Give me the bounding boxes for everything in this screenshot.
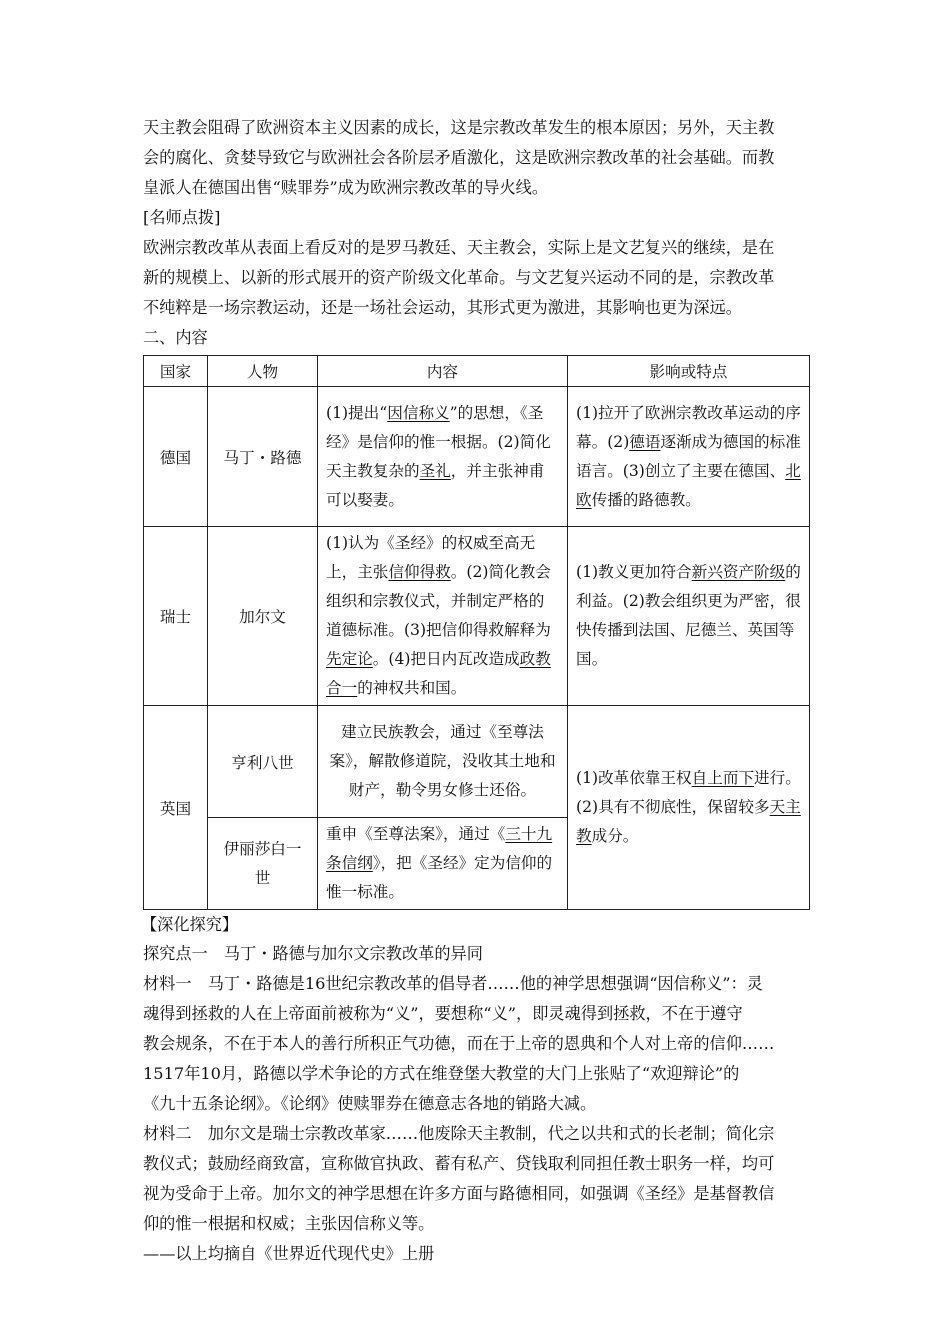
underlined-keyword: 新兴资产阶级 (691, 563, 786, 581)
header-content: 内容 (318, 356, 568, 387)
table-row-germany (144, 387, 810, 527)
content-cell-switzerland (318, 527, 568, 706)
country-switzerland: 瑞士 (144, 527, 208, 706)
text-run: 成分。 (591, 827, 639, 845)
text-run: 。(2)简化教会组织和宗教仪式，并制定严格的道德标准。(3)把信仰得救解释为 (326, 563, 551, 639)
underlined-keyword: 自上而下 (691, 769, 755, 787)
text-run: (1)拉开了欧洲宗教改革运动的序幕。(2) (576, 403, 801, 451)
text-run: 进行。(2)具有不彻底性，保留较多 (576, 769, 801, 816)
underlined-keyword: 圣礼 (419, 461, 451, 480)
underlined-keyword: 信仰得救 (388, 563, 451, 581)
material-1-line-5: 《九十五条论纲》。《论纲》使赎罪券在德意志各地的销路大减。 (143, 1094, 597, 1113)
person-henry: 亨利八世 (208, 706, 318, 818)
person-elizabeth: 伊丽莎白一世 (223, 839, 302, 887)
content-switzerland (318, 527, 567, 705)
impact-cell-switzerland (568, 527, 810, 706)
explore-point-1: 探究点一 马丁・路德与加尔文宗教改革的异同 (143, 944, 483, 963)
content-germany (318, 397, 567, 517)
text-run: (1)改革依靠王权 (576, 769, 692, 787)
material-2-line-1: 材料二 加尔文是瑞士宗教改革家……他废除天主教制，代之以共和式的长老制；简化宗 (143, 1124, 775, 1143)
underlined-keyword: 先定论 (326, 650, 373, 668)
text-run: 逐渐成为德国的标准语言。(3)创立了主要在德国、 (576, 432, 801, 480)
text-run: 。(4)把日内瓦改造成 (372, 650, 520, 668)
underlined-keyword: 因信称义 (387, 403, 450, 422)
underlined-keyword: 北欧 (576, 461, 801, 509)
material-2-line-3: 视为受命于上帝。加尔文的神学思想在许多方面与路德相同，如强调《圣经》是基督教信 (143, 1184, 775, 1203)
material-2-line-4: 仰的惟一根据和权威；主张因信称义等。 (143, 1214, 435, 1233)
tip-line-1: 欧洲宗教改革从表面上看反对的是罗马教廷、天主教会，实际上是文艺复兴的继续，是在 (143, 238, 775, 257)
person-luther: 马丁・路德 (208, 387, 318, 527)
underlined-keyword: 三十九条信纲 (326, 825, 553, 872)
tip-line-3: 不纯粹是一场宗教运动，还是一场社会运动，其形式更为激进，其影响也更为深远。 (143, 298, 742, 317)
country-england: 英国 (144, 706, 208, 910)
impact-cell-england (568, 706, 810, 910)
intro-line-1: 天主教会阻碍了欧洲资本主义因素的成长，这是宗教改革发生的根本原因；另外，天主教 (143, 118, 775, 137)
underlined-keyword: 政教合一 (326, 650, 551, 697)
deep-heading: 【深化探究】 (141, 915, 239, 934)
text-run: 重申《至尊法案》，通过《 (326, 825, 506, 843)
intro-line-2: 会的腐化、贪婪导致它与欧洲社会各阶层矛盾激化，这是欧洲宗教改革的社会基础。而教 (143, 148, 775, 167)
document-page (143, 113, 811, 1269)
header-person: 人物 (208, 356, 318, 387)
material-1-line-4: 1517年10月，路德以学术争论的方式在维登堡大教堂的大门上张贴了“欢迎辩论”的 (143, 1064, 740, 1083)
person-calvin: 加尔文 (208, 527, 318, 706)
text-run: 传播的路德教。 (591, 490, 701, 509)
text-run: 的利益。(2)教会组织更为严密，很快传播到法国、尼德兰、英国等国。 (576, 563, 801, 668)
content-henry (318, 716, 567, 807)
material-1-line-2: 魂得到拯救的人在上帝面前被称为“义”，要想称“义”，即灵魂得到拯救，不在于遵守 (143, 1004, 743, 1023)
underlined-keyword: 德语 (629, 432, 661, 451)
material-1-line-1: 材料一 马丁・路德是16世纪宗教改革的倡导者……他的神学思想强调“因信称义”：灵 (143, 974, 763, 993)
text-run: (1)教义更加符合 (576, 563, 692, 581)
text-run: 》，把《圣经》定为信仰的惟一标准。 (326, 854, 553, 901)
text-run: (1)认为《圣经》的权威至高无上，主张 (326, 534, 536, 581)
underlined-keyword: 天主教 (576, 798, 801, 845)
impact-germany (568, 397, 809, 517)
header-country: 国家 (144, 356, 208, 387)
country-germany: 德国 (144, 387, 208, 527)
person-cell-elizabeth (208, 818, 318, 910)
content-cell-elizabeth (318, 818, 568, 910)
impact-england (568, 762, 809, 853)
tip-label: [名师点拨] (143, 208, 221, 227)
header-impact: 影响或特点 (568, 356, 810, 387)
material-1-line-3: 教会规条，不在于本人的善行所积正气功德，而在于上帝的恩典和个人对上帝的信仰…… (143, 1034, 775, 1053)
material-2-line-2: 教仪式；鼓励经商致富，宣称做官执政、蓄有私产、贷钱取利同担任教士职务一样，均可 (143, 1154, 775, 1173)
intro-line-3: 皇派人在德国出售“赎罪券”成为欧洲宗教改革的导火线。 (143, 178, 549, 197)
text-run: ”的思想，《圣经》是信仰的惟一根据。(2)简化天主教复杂的 (326, 403, 551, 480)
text-run: (1)提出“ (326, 403, 388, 422)
section-title: 二、内容 (143, 328, 208, 347)
content-elizabeth (318, 818, 567, 909)
table-row-england-henry (144, 706, 810, 818)
table-row-switzerland (144, 527, 810, 706)
text-run: 的神权共和国。 (357, 679, 467, 697)
text-run: ，并主张神甫可以娶妻。 (326, 461, 545, 509)
table-header-row (144, 356, 810, 387)
impact-cell-germany (568, 387, 810, 527)
text-run: 建立民族教会，通过《至尊法案》，解散修道院，没收其土地和财产，勒令男女修士还俗。 (329, 723, 556, 799)
tip-line-2: 新的规模上、以新的形式展开的资产阶级文化革命。与文艺复兴运动不同的是，宗教改革 (143, 268, 775, 287)
reform-content-table (143, 355, 810, 910)
source-citation: ——以上均摘自《世界近代现代史》上册 (143, 1244, 435, 1263)
content-cell-germany (318, 387, 568, 527)
content-cell-henry (318, 706, 568, 818)
impact-switzerland (568, 556, 809, 676)
